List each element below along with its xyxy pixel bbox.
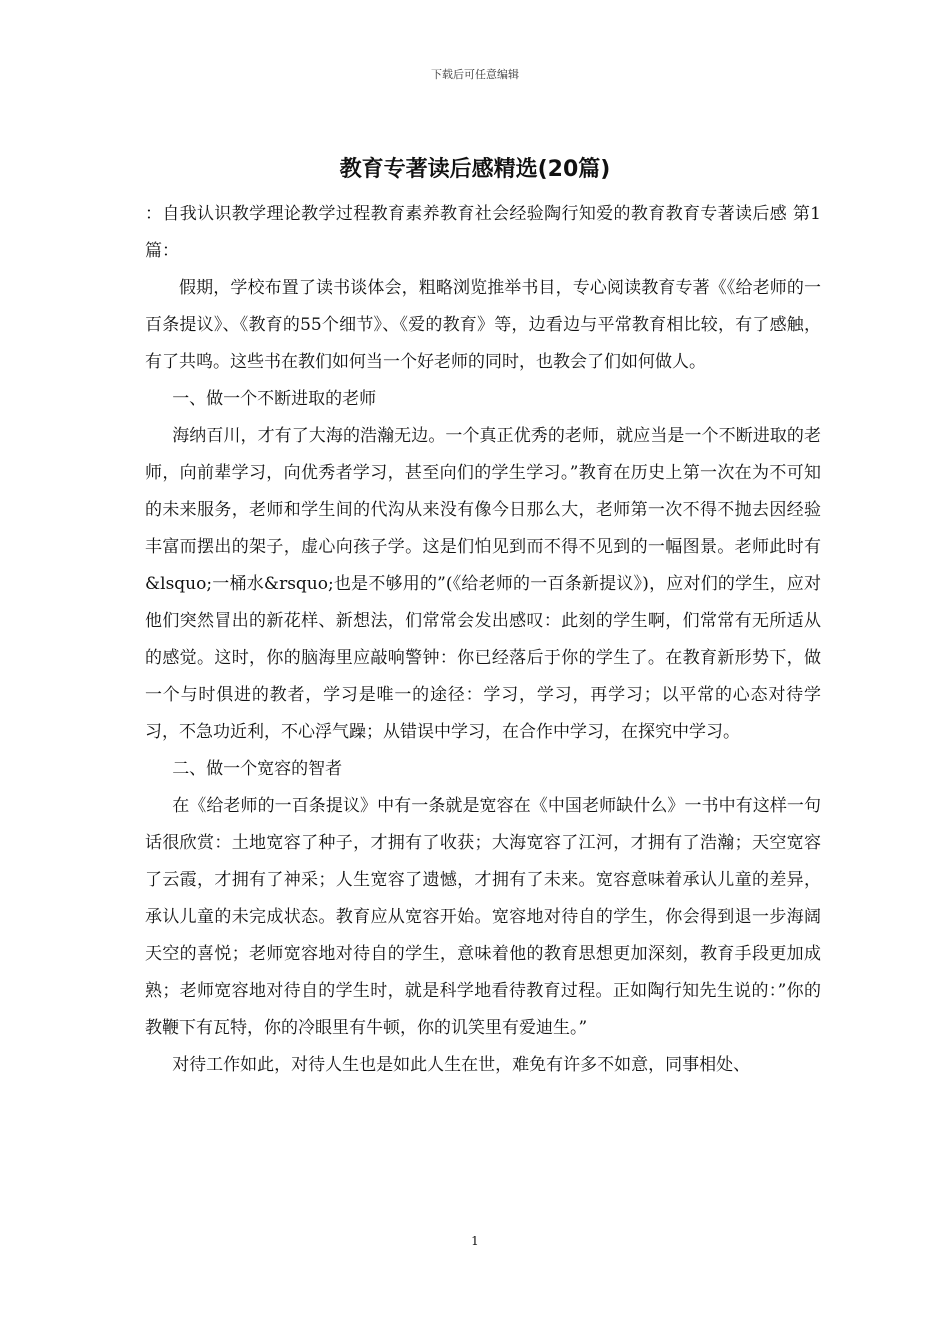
body-paragraph: 假期，学校布置了读书谈体会，粗略浏览推举书目，专心阅读教育专著《《给老师的一百条提议》、《教育的55个细节》、《爱的教育》等，边看边与平常教育相比较，有了感触，有了共鸣。这些书在教们如何当一个好老师的同时，也教会了们如何做人。 <box>145 278 821 372</box>
body-paragraph: 对待工作如此，对待人生也是如此人生在世，难免有许多不如意，同事相处、 <box>172 1055 751 1075</box>
document-title: 教育专著读后感精选(20篇) <box>339 157 611 182</box>
section-heading: 一、做一个不断进取的老师 <box>172 389 377 409</box>
header-note: 下载后可任意编辑 <box>431 68 519 81</box>
intro-paragraph: ：自我认识教学理论教学过程教育素养教育社会经验陶行知爱的教育教育专著读后感 第1篇： <box>145 204 821 261</box>
page-number: 1 <box>471 1234 479 1248</box>
body-paragraph: 海纳百川，才有了大海的浩瀚无边。一个真正优秀的老师，就应当是一个不断进取的老师，向前辈学习，向优秀者学习，甚至向们的学生学习。”教育在历史上第一次在为不可知的未来服务，老师和学生间的代沟从来没有像今日那么大，老师第一次不得不抛去因经验丰富而摆出的架子，虚心向孩子学。这是们怕见到而不得不见到的一幅图景。老师此时有&lsquo;一桶水&rsquo;也是不够用的”(《给老师的一百条新提议》)，应对们的学生，应对他们突然冒出的新花样、新想法，们常常会发出感叹：此刻的学生啊，们常常有无所适从的感觉。这时，你的脑海里应敲响警钟：你已经落后于你的学生了。在教育新形势下，做一个与时俱进的教者，学习是唯一的途径：学习，学习，再学习；以平常的心态对待学习，不急功近利，不心浮气躁；从错误中学习，在合作中学习，在探究中学习。 <box>145 426 821 742</box>
document-body <box>145 196 821 1084</box>
body-paragraph: 在《给老师的一百条提议》中有一条就是宽容在《中国老师缺什么》一书中有这样一句话很欣赏：土地宽容了种子，才拥有了收获；大海宽容了江河，才拥有了浩瀚；天空宽容了云霞，才拥有了神采；人生宽容了遗憾，才拥有了未来。宽容意味着承认儿童的差异，承认儿童的未完成状态。教育应从宽容开始。宽容地对待自的学生，你会得到退一步海阔天空的喜悦；老师宽容地对待自的学生，意味着他的教育思想更加深刻，教育手段更加成熟；老师宽容地对待自的学生时，就是科学地看待教育过程。正如陶行知先生说的：”你的教鞭下有瓦特，你的冷眼里有牛顿，你的讥笑里有爱迪生。” <box>145 796 821 1038</box>
section-heading: 二、做一个宽容的智者 <box>172 759 343 779</box>
